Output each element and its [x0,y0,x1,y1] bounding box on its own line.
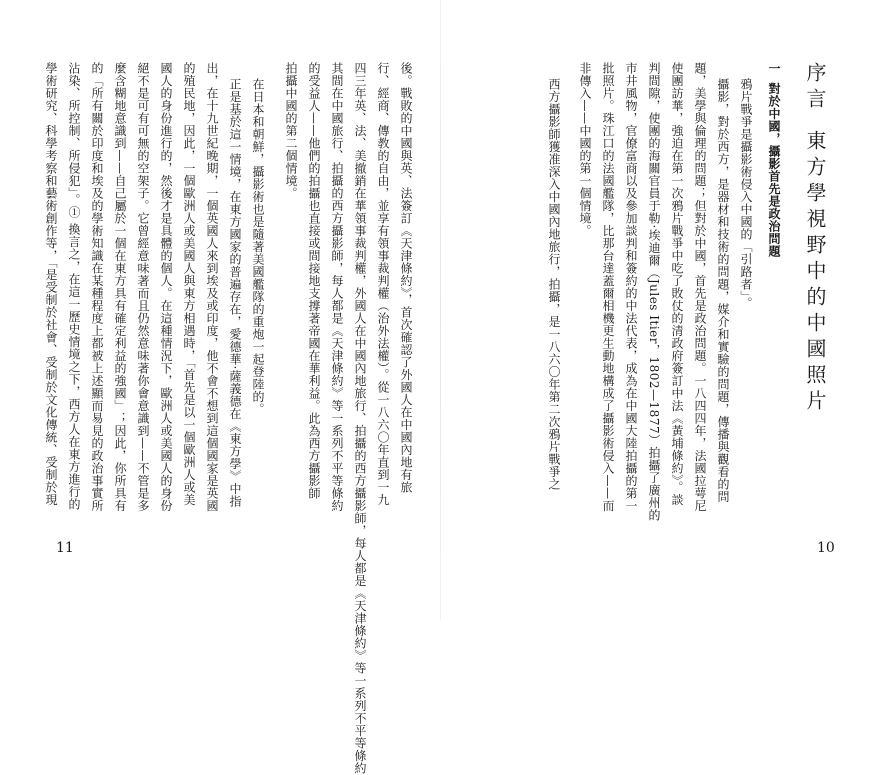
body-line: 的「所有關於印度和埃及的學術知識在某種程度上都被上述顯而易見的政治事實所 [90,62,104,512]
body-line: 正是基於這一情境，在東方國家的普遍存在，愛德華·薩義德在《東方學》中指 [228,78,242,508]
section-number: 一 [767,62,781,75]
body-line: 麼含糊地意識到——自己屬於一個在東方具有確定利益的強國」；因此，你所具有 [113,62,127,512]
section-heading [766,62,783,258]
chapter-title: 東方學視野中的中國照片 [803,130,827,416]
heading-label: 序言 [803,62,827,114]
body-line: 批照片。珠江口的法國艦隊，比那台達蓋爾相機更生動地構成了攝影術侵入——而 [601,62,615,512]
body-line: 沾染、所控制、所侵犯」。① 換言之，在這一歷史情境之下，西方人在東方進行的 [67,62,81,511]
body-line: 拍攝中國的第二個情境。 [284,62,298,200]
body-line: 西方攝影師獲准深入中國內地旅行，拍攝，是一八六〇年第二次鴉片戰爭之 [547,78,561,491]
body-line: 的殖民地，因此，一個歐洲人或美國人與東方相遇時，「首先是以一個歐洲人或美 [182,62,196,506]
body-line: 鴉片戰爭是攝影術侵入中國的「引路者」。 [739,78,753,310]
body-line: 的受益人——他們的拍攝也直接或間接地支撐著帝國在華利益。此為西方攝影師 [307,62,321,500]
right-page [441,0,882,620]
body-line: 市井風物，官僚富商以及參加談判和簽約的中法代表，成為在中國大陸拍攝的第一 [624,62,638,512]
body-line: 判間隙，使團的海關官員于勒·埃迪爾（Jules Itier，1802—1877）拍攝了廣州的 [647,62,661,522]
body-line: 行、經商、傳教的自由，並享有領事裁判權（治外法權）。從一八六〇年直到一九 [376,62,390,506]
body-line: 國人的身份進行的，然後才是具體的個人。在這種情況下，歐洲人或美國人的身份 [159,62,173,512]
body-line: 使團訪華，強迫在第一次鴉片戰爭中吃了敗仗的清政府簽訂中法《黃埔條約》。談 [670,62,684,506]
body-line: 其間在中國旅行、拍攝的西方攝影師，每人都是《天津條約》等一系列不平等條約 [330,62,344,512]
body-line: 絕不是可有可無的空架子。它曾經意味著而且仍然意味著你會意識到——不管是多 [136,62,150,512]
body-line: 學術研究、科學考察和藝術創作等，「是受制於社會、受制於文化傳統、受制於現 [44,62,58,506]
preface-heading [801,62,830,416]
body-line: 在日本和朝鮮，攝影術也是隨著美國艦隊的重炮一起登陸的。 [251,78,265,416]
page-number: 11 [56,540,74,556]
body-line: 攝影，對於西方，是器材和技術的問題，媒介和實驗的問題，傳播與觀看的問 [716,78,730,503]
section-title: 對於中國，攝影首先是政治問題 [767,82,781,258]
page-number: 10 [817,540,835,556]
body-line: 出，在十九世紀晚期，一個英國人來到埃及或印度，他不會不想到這個國家是英國 [205,62,219,512]
body-line: 後。戰敗的中國與英、法簽訂《天津條約》，首次確認了外國人在中國內地有旅 [399,62,413,494]
body-line: 非傳入——中國的第一個情境。 [578,62,592,237]
body-line: 四三年英、法、美撤銷在華領事裁判權，外國人在中國內地旅行、拍攝的西方攝影師，每人都是《天津條約》等一系列不平等條約 [353,62,367,775]
body-line: 題，美學與倫理的問題；但對於中國，首先是政治問題。一八四四年，法國拉萼尼 [693,62,707,512]
